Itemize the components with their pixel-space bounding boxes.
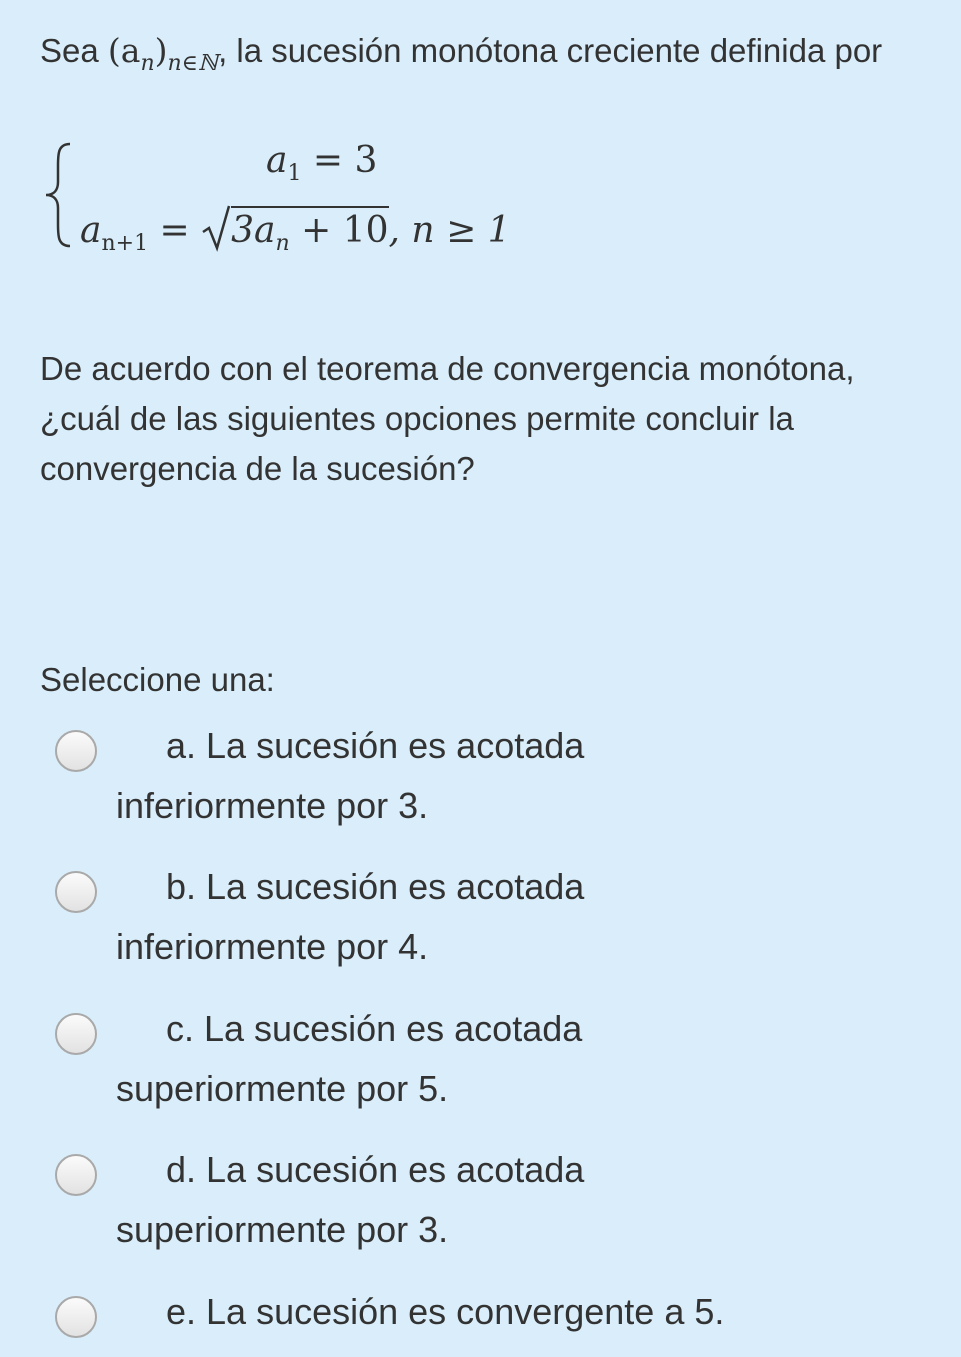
a1-subscript: 1 <box>287 161 302 186</box>
question-prompt: De acuerdo con el teorema de convergencia monótona, ¿cuál de las siguientes opciones permite concluir la convergencia de la sucesión? <box>40 350 855 487</box>
an1-symbol: a <box>80 210 102 251</box>
a1-value: = 3 <box>301 140 378 181</box>
question-statement <box>40 26 920 81</box>
an1-subscript: n+1 <box>101 231 149 256</box>
radicand-subscript: n <box>275 231 290 256</box>
question-intro-suffix: , la sucesión monótona creciente definida por <box>218 32 883 69</box>
sequence-notation <box>107 31 219 76</box>
option-e-label[interactable]: e. La sucesión es convergente a 5. <box>166 1291 725 1332</box>
sequence-sub: n <box>140 51 155 76</box>
radio-option-b[interactable] <box>55 871 97 913</box>
question-intro-prefix: Sea <box>40 32 108 69</box>
option-c-label[interactable]: c. La sucesión es acotada superiormente por 5. <box>116 1008 583 1109</box>
radio-option-d[interactable] <box>55 1154 97 1196</box>
option-b-label[interactable]: b. La sucesión es acotada inferiormente por 4. <box>116 866 585 967</box>
equals-sign: = <box>148 210 202 251</box>
radio-option-e[interactable] <box>55 1296 97 1338</box>
sequence-index: n∈ℕ <box>167 51 219 76</box>
left-brace-icon <box>40 140 76 250</box>
sequence-open: (a <box>107 31 141 70</box>
initial-condition <box>266 140 378 186</box>
radical-icon <box>201 202 231 252</box>
radio-option-c[interactable] <box>55 1013 97 1055</box>
radicand <box>231 206 389 256</box>
index-condition: , n ≥ 1 <box>388 210 511 251</box>
square-root <box>201 206 389 256</box>
sequence-close: ) <box>154 31 168 70</box>
option-a-label[interactable]: a. La sucesión es acotada inferiormente por 3. <box>116 725 585 826</box>
recurrence-system <box>40 140 640 260</box>
option-d-label[interactable]: d. La sucesión es acotada superiormente por 3. <box>116 1149 585 1250</box>
recurrence-relation <box>80 206 511 256</box>
radicand-term: 3a <box>231 210 276 251</box>
select-one-label: Seleccione una: <box>40 661 275 698</box>
radio-option-a[interactable] <box>55 730 97 772</box>
a1-symbol: a <box>266 140 288 181</box>
radicand-constant: + 10 <box>289 210 389 251</box>
